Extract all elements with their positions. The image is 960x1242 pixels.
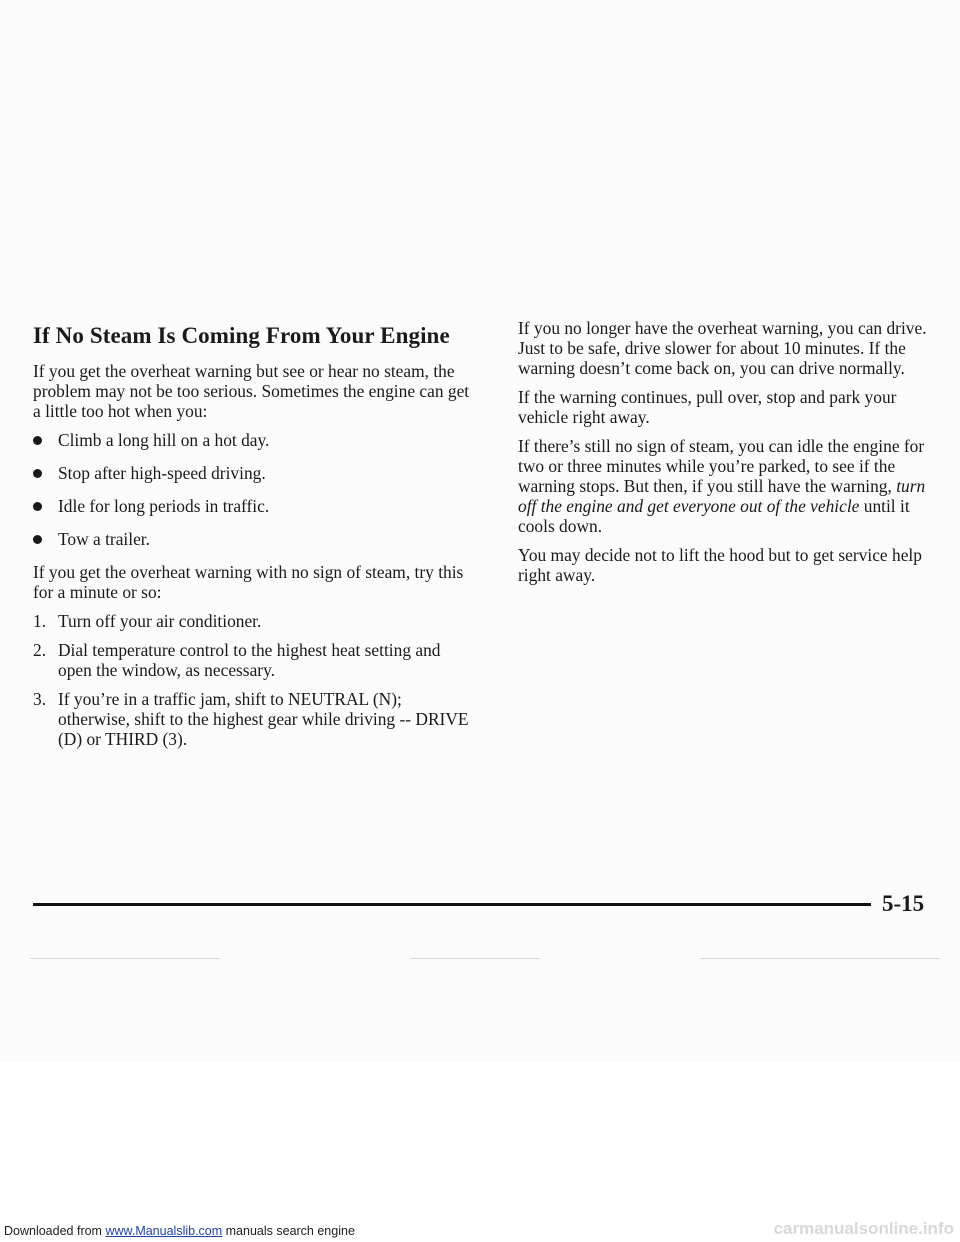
intro-paragraph: If you get the overheat warning but see or hear no steam, the problem may not be too serious. Sometimes the engine can get a little too hot when you: — [33, 361, 470, 421]
list-item-text: Idle for long periods in traffic. — [58, 496, 270, 516]
steps-intro-paragraph: If you get the overheat warning with no sign of steam, try this for a minute or so: — [33, 562, 464, 602]
step-item — [33, 611, 473, 631]
footer-band — [0, 1062, 960, 1242]
download-footer — [4, 1224, 355, 1238]
list-item-text: Climb a long hill on a hot day. — [58, 430, 270, 450]
footer-suffix: manuals search engine — [222, 1224, 355, 1238]
manualslib-link[interactable]: www.Manualslib.com — [105, 1224, 223, 1238]
section-heading: If No Steam Is Coming From Your Engine — [33, 323, 450, 348]
step-text: If you’re in a traffic jam, shift to NEUTRAL (N); otherwise, shift to the highest gear while driving -- DRIVE (D) or THIRD (3). — [58, 689, 469, 749]
step-number: 1. — [33, 611, 47, 631]
paragraph-idle-end: until it cools down. — [518, 496, 910, 536]
paragraph-idle-emphasis: turn off the engine and get everyone out of the vehicle — [518, 476, 926, 516]
paragraph-idle — [518, 436, 938, 536]
page-rule — [33, 903, 871, 906]
step-item — [33, 689, 473, 749]
paragraph-idle-start: If there’s still no sign of steam, you can idle the engine for two or three minutes while you’re parked, to see if the warning stops. But then, if you still have the warning, — [518, 436, 925, 496]
list-item — [33, 430, 473, 450]
paragraph-service: You may decide not to lift the hood but to get service help right away. — [518, 545, 922, 585]
list-item — [33, 463, 473, 483]
bullet-icon — [33, 469, 42, 478]
footer-prefix: Downloaded from — [4, 1224, 106, 1238]
step-text: Dial temperature control to the highest heat setting and open the window, as necessary. — [58, 640, 441, 680]
right-column — [518, 318, 938, 594]
scan-line — [410, 958, 540, 959]
steps-list — [33, 611, 473, 749]
left-column — [33, 318, 473, 758]
paragraph-drive: If you no longer have the overheat warning, you can drive. Just to be safe, drive slower for about 10 minutes. If the warning doesn’t come back on, you can drive normally. — [518, 318, 927, 378]
step-number: 3. — [33, 689, 47, 709]
step-item — [33, 640, 473, 680]
watermark: carmanualsonline.info — [773, 1219, 954, 1238]
bullet-icon — [33, 535, 42, 544]
bullet-icon — [33, 502, 42, 511]
list-item-text: Stop after high-speed driving. — [58, 463, 266, 483]
step-text: Turn off your air conditioner. — [58, 611, 262, 631]
scan-line — [30, 958, 220, 959]
page-number: 5-15 — [882, 891, 925, 916]
conditions-list — [33, 430, 473, 549]
list-item-text: Tow a trailer. — [58, 529, 150, 549]
bullet-icon — [33, 436, 42, 445]
scan-line — [700, 958, 940, 959]
step-number: 2. — [33, 640, 47, 660]
list-item — [33, 529, 473, 549]
list-item — [33, 496, 473, 516]
paragraph-continues: If the warning continues, pull over, stop and park your vehicle right away. — [518, 387, 897, 427]
